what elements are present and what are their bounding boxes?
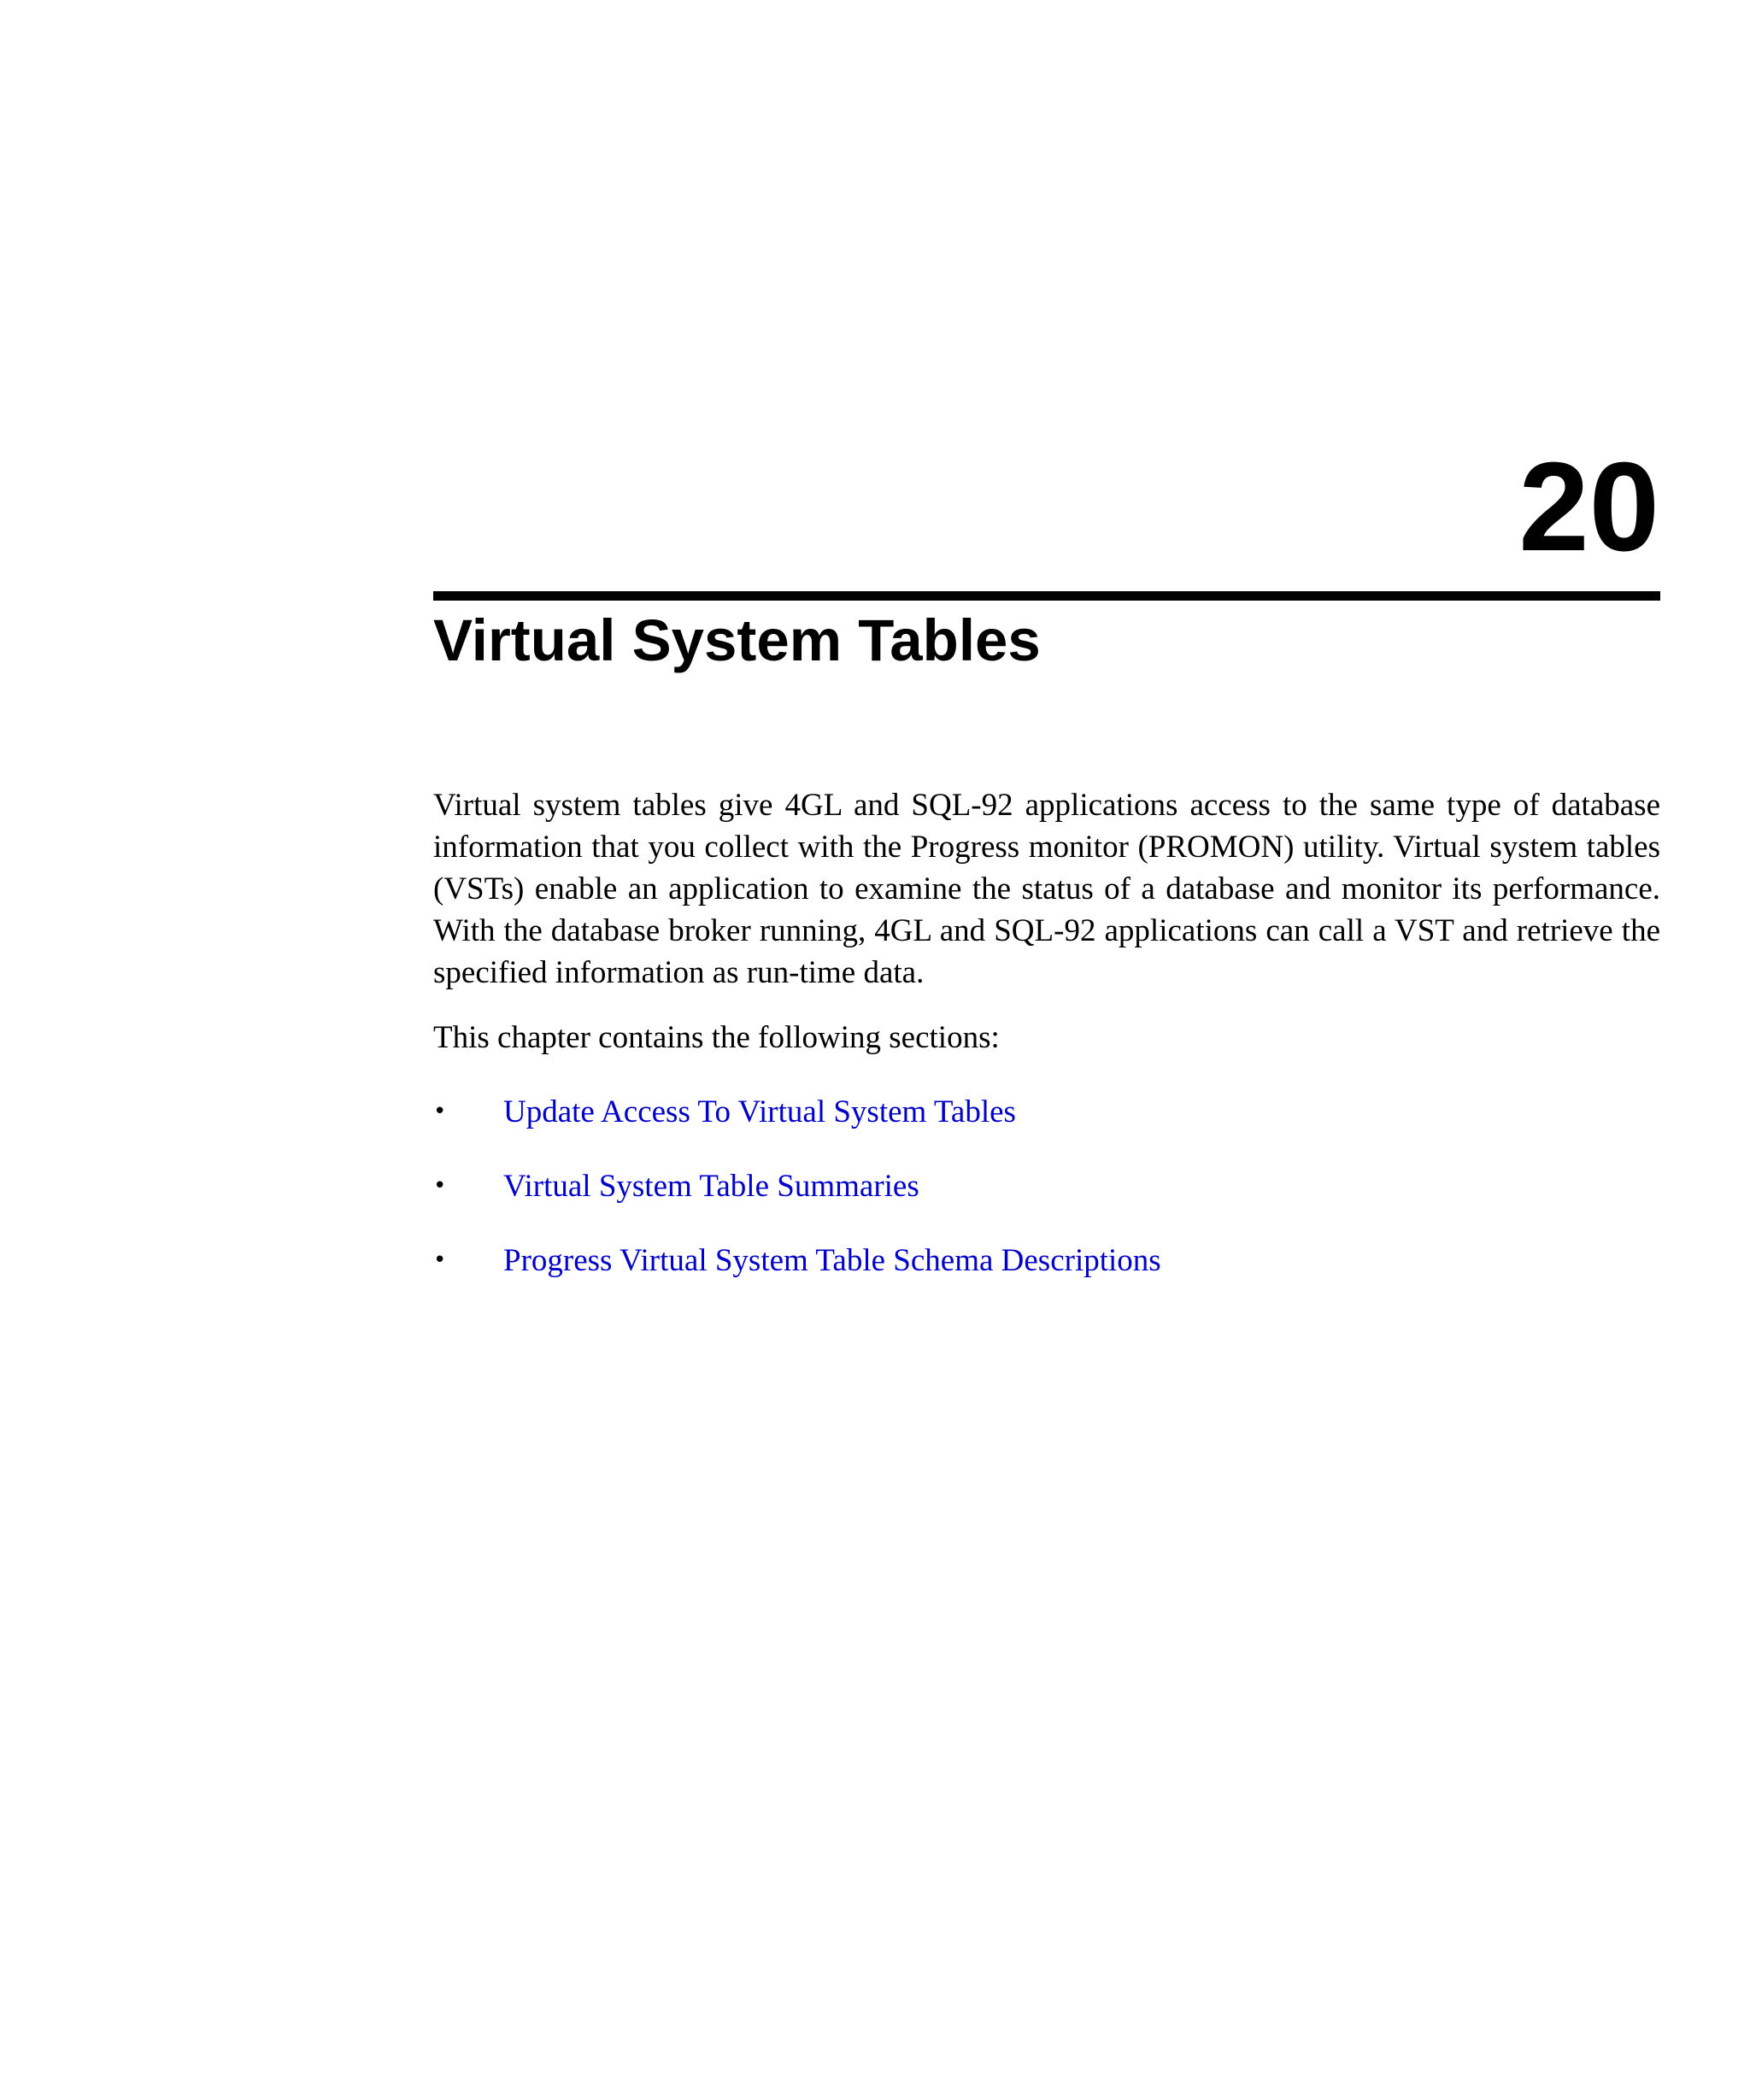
sections-lead-text: This chapter contains the following sections: [433, 1020, 1000, 1055]
chapter-number: 20 [1518, 437, 1659, 578]
section-link-table-summaries[interactable]: Virtual System Table Summaries [503, 1169, 919, 1204]
chapter-title: Virtual System Tables [433, 607, 1041, 673]
section-link-schema-descriptions[interactable]: Progress Virtual System Table Schema Descriptions [503, 1243, 1161, 1278]
bullet-icon: • [433, 1247, 447, 1273]
intro-paragraph: Virtual system tables give 4GL and SQL-92 applications access to the same type of database information that you collect with the Progress monitor (PROMON) utility. Virtual system tables (VSTs) enable an application to examine the status of a database and monitor its performance. With the database broker running, 4GL and SQL-92 applications can call a VST and retrieve the specified information as run-time data. [433, 788, 1660, 990]
section-link-update-access[interactable]: Update Access To Virtual System Tables [503, 1094, 1016, 1129]
bullet-icon: • [433, 1173, 447, 1199]
chapter-title-rule [433, 591, 1660, 601]
bullet-icon: • [433, 1099, 447, 1124]
